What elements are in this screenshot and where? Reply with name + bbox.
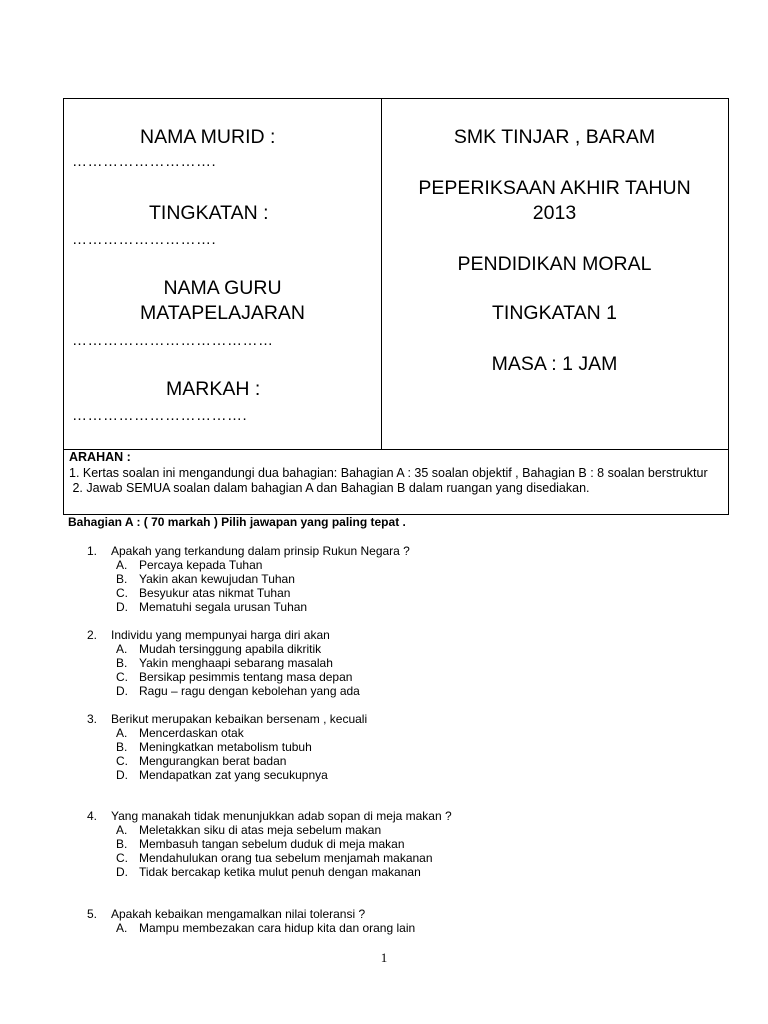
question-text: Apakah kebaikan mengamalkan nilai toleransi ? xyxy=(111,907,366,921)
question-text: Individu yang mempunyai harga diri akan xyxy=(111,628,330,642)
option-a: A. Mencerdaskan otak xyxy=(116,726,244,740)
exam-year: 2013 xyxy=(532,202,577,224)
exam-duration: MASA : 1 JAM xyxy=(491,353,618,375)
exam-title: PEPERIKSAAN AKHIR TAHUN xyxy=(418,177,691,199)
student-info-column xyxy=(64,99,382,449)
question-text: Apakah yang terkandung dalam prinsip Rukun Negara ? xyxy=(111,544,410,558)
exam-header-table xyxy=(63,98,729,450)
question-2 xyxy=(87,628,360,698)
school-name: SMK TINJAR , BARAM xyxy=(453,126,656,148)
option-b: B. Yakin akan kewujudan Tuhan xyxy=(116,572,295,586)
subject-name: PENDIDIKAN MORAL xyxy=(457,253,652,275)
nama-guru-label: NAMA GURU xyxy=(163,277,282,299)
question-number: 5. xyxy=(87,907,98,921)
markah-blank: ……………………………. xyxy=(72,407,248,424)
page-number: 1 xyxy=(380,950,388,965)
question-number: 4. xyxy=(87,809,98,823)
instructions-title: ARAHAN : xyxy=(69,450,131,464)
option-d: D. Ragu – ragu dengan kebolehan yang ada xyxy=(116,684,360,698)
option-c: C. Mendahulukan orang tua sebelum menjamah makanan xyxy=(116,851,433,865)
tingkatan-label: TINGKATAN : xyxy=(149,202,269,224)
exam-info-column xyxy=(381,99,728,449)
option-a: A. Mudah tersinggung apabila dikritik xyxy=(116,642,322,656)
option-c: C. Bersikap pesimmis tentang masa depan xyxy=(116,670,353,684)
option-a: A. Meletakkan siku di atas meja sebelum makan xyxy=(116,823,382,837)
instruction-line-2: 2. Jawab SEMUA soalan dalam bahagian A dan Bahagian B dalam ruangan yang disediakan. xyxy=(69,481,590,495)
option-d: D. Mendapatkan zat yang secukupnya xyxy=(116,768,328,782)
question-number: 1. xyxy=(87,544,98,558)
instructions-box xyxy=(63,449,729,515)
nama-murid-label: NAMA MURID : xyxy=(140,126,276,148)
question-number: 3. xyxy=(87,712,98,726)
section-a-heading: Bahagian A : ( 70 markah ) Pilih jawapan yang paling tepat . xyxy=(68,515,406,529)
nama-murid-blank: ………………………. xyxy=(72,153,217,170)
matapelajaran-label: MATAPELAJARAN xyxy=(139,302,306,324)
instruction-line-1: 1. Kertas soalan ini mengandungi dua bahagian: Bahagian A : 35 soalan objektif , Bahagian B : 8 soalan berstruktur xyxy=(69,465,708,480)
option-c: C. Mengurangkan berat badan xyxy=(116,754,287,768)
option-b: B. Yakin menghaapi sebarang masalah xyxy=(116,656,333,670)
nama-guru-blank: ………………………………… xyxy=(72,332,274,349)
option-d: D. Mematuhi segala urusan Tuhan xyxy=(116,600,308,614)
option-a: A. Percaya kepada Tuhan xyxy=(116,558,263,572)
tingkatan-blank: ………………………. xyxy=(72,231,217,248)
question-text: Yang manakah tidak menunjukkan adab sopan di meja makan ? xyxy=(111,809,452,823)
option-b: B. Meningkatkan metabolism tubuh xyxy=(116,740,312,754)
question-text: Berikut merupakan kebaikan bersenam , kecuali xyxy=(111,712,368,726)
question-number: 2. xyxy=(87,628,98,642)
question-4 xyxy=(87,809,452,879)
markah-label: MARKAH : xyxy=(166,378,261,400)
option-a: A. Mampu membezakan cara hidup kita dan orang lain xyxy=(116,921,416,935)
question-5 xyxy=(87,907,415,935)
form-level: TINGKATAN 1 xyxy=(492,302,617,324)
option-b: B. Membasuh tangan sebelum duduk di meja makan xyxy=(116,837,405,851)
question-1 xyxy=(87,544,410,614)
option-c: C. Besyukur atas nikmat Tuhan xyxy=(116,586,291,600)
question-3 xyxy=(87,712,367,782)
option-d: D. Tidak bercakap ketika mulut penuh dengan makanan xyxy=(116,865,421,879)
